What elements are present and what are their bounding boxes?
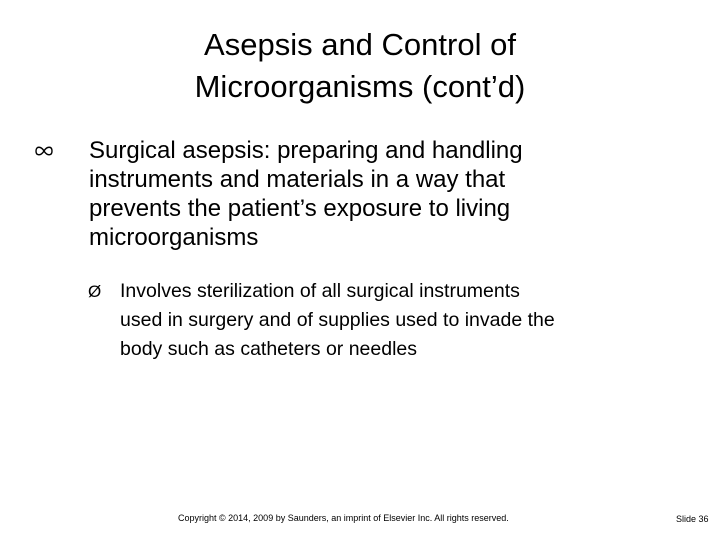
main-bullet-line-3: prevents the patient’s exposure to living bbox=[89, 195, 511, 222]
sub-bullet-line-1: Involves sterilization of all surgical instruments bbox=[120, 280, 520, 302]
main-bullet-line-1: Surgical asepsis: preparing and handling bbox=[89, 137, 523, 164]
arrow-bullet-icon: Ø bbox=[88, 282, 102, 301]
main-bullet-line-2: instruments and materials in a way that bbox=[89, 166, 506, 193]
sub-bullet-line-2: used in surgery and of supplies used to invade the bbox=[120, 309, 555, 331]
title-line-1: Asepsis and Control of bbox=[204, 27, 516, 62]
infinity-bullet-icon bbox=[34, 145, 54, 157]
title-line-2: Microorganisms (cont’d) bbox=[194, 69, 526, 104]
sub-bullet bbox=[88, 277, 688, 364]
sub-bullet-line-3: body such as catheters or needles bbox=[120, 338, 418, 360]
main-bullet bbox=[34, 136, 644, 252]
main-bullet-line-4: microorganisms bbox=[89, 224, 259, 251]
slide-title bbox=[60, 24, 660, 108]
slide-number: Slide 36 bbox=[676, 514, 709, 524]
copyright-notice: Copyright © 2014, 2009 by Saunders, an imprint of Elsevier Inc. All rights reserved. bbox=[178, 513, 509, 523]
